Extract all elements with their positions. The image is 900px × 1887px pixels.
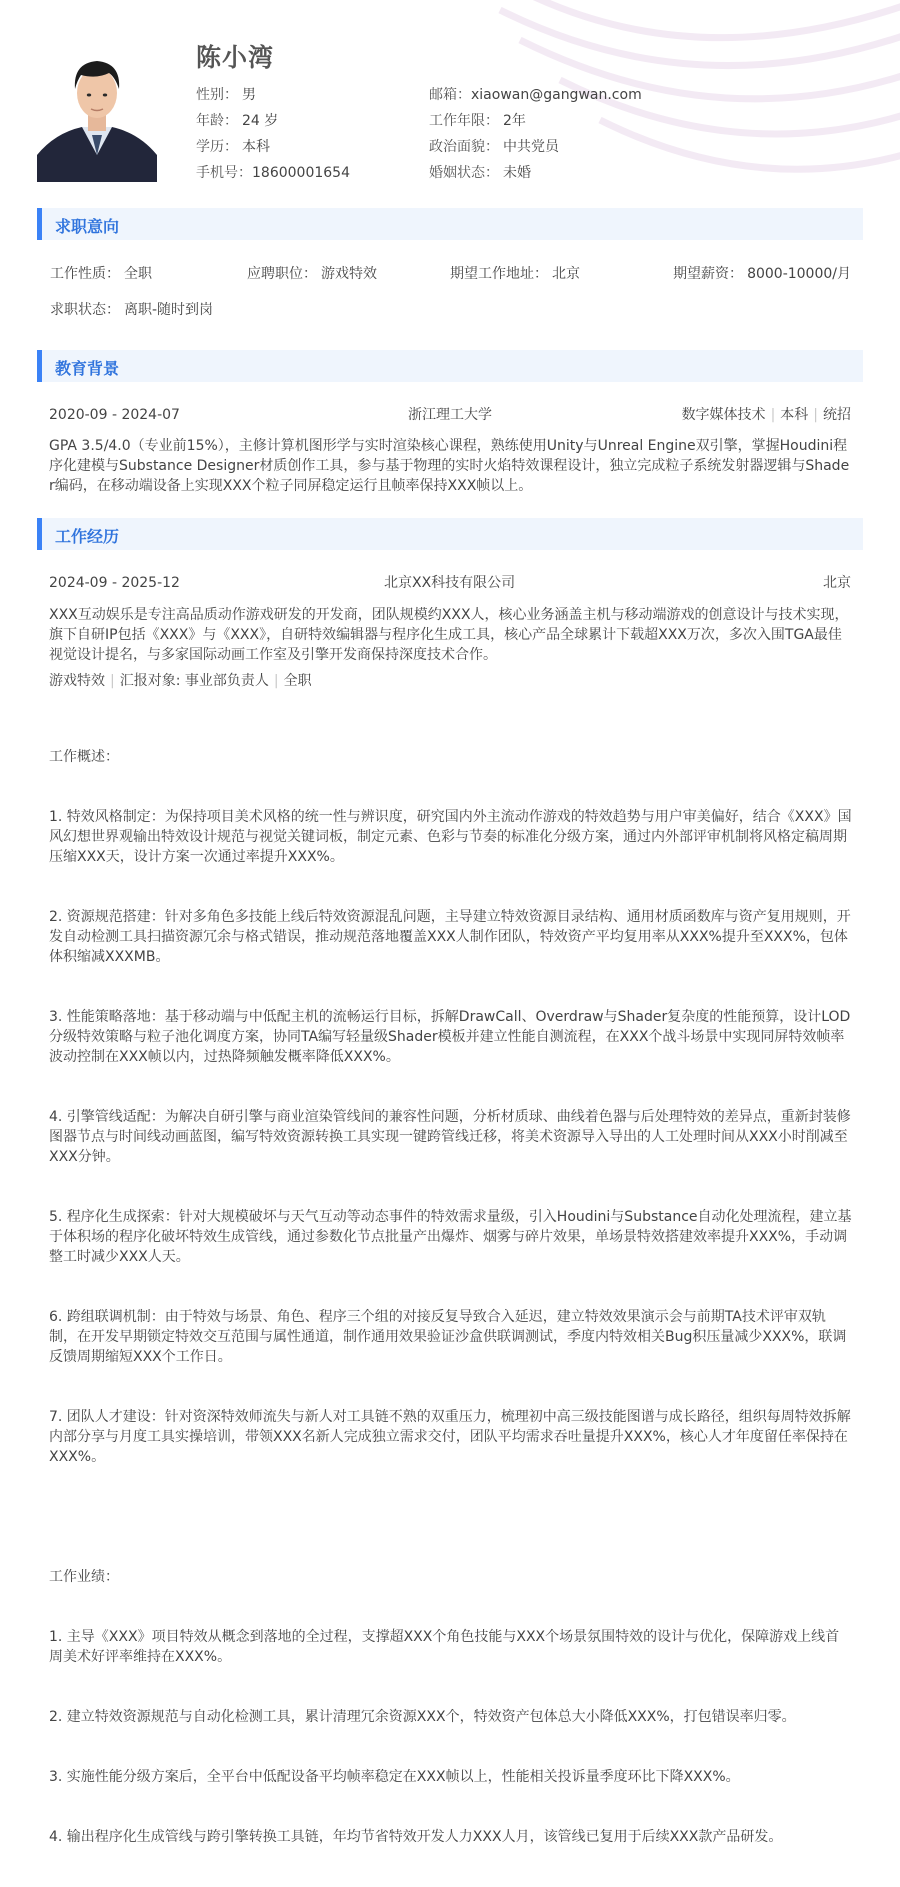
spacer: [49, 1507, 852, 1527]
divider: |: [110, 673, 115, 689]
education-description: GPA 3.5/4.0（专业前15%），主修计算机图形学与实时渲染核心课程，熟练使用Unity与Unreal Engine双引擎，掌握Houdini程序化建模与Substance Designer材质创作工具，参与基于物理的实时火焰特效课程设计，独立完成粒子系统发射器逻辑与Shader编码，在移动端设备上实现XXX个粒子同屏稳定运行且帧率保持XXX帧以上。: [49, 438, 850, 494]
age-row: [196, 111, 278, 131]
achievements-label: 工作业绩：: [49, 1569, 119, 1585]
divider: |: [813, 407, 818, 423]
section-job-intent: [37, 208, 863, 240]
work-role-tag: 游戏特效: [49, 673, 105, 689]
intent-location: [450, 264, 580, 284]
phone-row: [196, 163, 350, 183]
intent-status-label: 求职状态：: [50, 302, 120, 318]
gender-value: 男: [242, 87, 256, 103]
achievement-item: 3. 实施性能分级方案后，全平台中低配设备平均帧率稳定在XXX帧以上，性能相关投诉量季度环比下降XXX%。: [49, 1769, 740, 1785]
work-tags: [49, 671, 312, 691]
intent-salary: [673, 264, 851, 284]
years-value: 2年: [503, 113, 526, 129]
marital-row: [429, 163, 531, 183]
intent-type-value: 全职: [124, 266, 152, 282]
section-title-job-intent: 求职意向: [55, 217, 120, 236]
education-major: 数字媒体技术: [681, 407, 766, 423]
intent-status: [50, 300, 213, 320]
intent-position-label: 应聘职位：: [247, 266, 317, 282]
email-value: xiaowan@gangwan.com: [471, 87, 642, 103]
education-detail: [682, 405, 851, 425]
overview-item: 1. 特效风格制定：为保持项目美术风格的统一性与辨识度，研究国内外主流动作游戏的特效趋势与用户审美偏好，结合《XXX》国风幻想世界观输出特效设计规范与视觉关键词板，制定元素、色彩与节奏的标准化分级方案，通过内外部评审机制将风格定稿周期压缩XXX天，设计方案一次通过率提升XXX%。: [49, 809, 852, 865]
age-label: 年龄：: [196, 113, 238, 129]
achievement-item: 4. 输出程序化生成管线与跨引擎转换工具链，年均节省特效开发人力XXX人月，该管线已复用于后续XXX款产品研发。: [49, 1829, 783, 1845]
marital-value: 未婚: [503, 165, 531, 181]
intent-salary-value: 8000-10000/月: [747, 266, 851, 282]
work-period: 2024-09 - 2025-12: [49, 575, 180, 591]
intent-salary-label: 期望薪资：: [673, 266, 744, 282]
education-row: [196, 137, 270, 157]
intent-type: [50, 264, 152, 284]
intent-status-value: 离职-随时到岗: [124, 302, 214, 318]
overview-item: 7. 团队人才建设：针对资深特效师流失与新人对工具链不熟的双重压力，梳理初中高三级技能图谱与成长路径，组织每周特效拆解内部分享与月度工具实操培训，带领XXX名新人完成独立需求交付，团队平均需求吞吐量提升XXX%，核心人才年度留任率保持在XXX%。: [49, 1409, 851, 1465]
education-period: 2020-09 - 2024-07: [49, 407, 180, 423]
politics-label: 政治面貌：: [429, 139, 499, 155]
work-company: 北京XX科技有限公司: [384, 575, 516, 591]
education-admission: 统招: [823, 407, 851, 423]
work-type-tag: 全职: [283, 673, 312, 689]
work-body: [49, 707, 852, 1887]
candidate-name: 陈小湾: [196, 43, 275, 72]
intent-location-value: 北京: [552, 266, 580, 282]
section-education: [37, 350, 863, 382]
intent-position-value: 游戏特效: [321, 266, 377, 282]
overview-item: 5. 程序化生成探索：针对大规模破坏与天气互动等动态事件的特效需求量级，引入Houdini与Substance自动化处理流程，建立基于体积场的程序化破坏特效生成管线，通过参数化节点批量产出爆炸、烟雾与碎片效果，单场景特效搭建效率提升XXX%，手动调整工时减少XXX人天。: [49, 1209, 852, 1265]
intent-location-label: 期望工作地址：: [450, 266, 548, 282]
phone-value: 18600001654: [252, 165, 350, 181]
overview-item: 6. 跨组联调机制：由于特效与场景、角色、程序三个组的对接反复导致合入延迟，建立特效效果演示会与前期TA技术评审双轨制，在开发早期锁定特效交互范围与属性通道，制作通用效果验证沙盒供联调测试，季度内特效相关Bug积压量减少XXX%，联调反馈周期缩短XXX个工作日。: [49, 1309, 847, 1365]
age-value: 24 岁: [242, 113, 279, 129]
divider: |: [770, 407, 776, 423]
years-label: 工作年限：: [429, 113, 499, 129]
email-row: [429, 85, 642, 105]
education-school: 浙江理工大学: [408, 407, 492, 423]
section-title-education: 教育背景: [55, 359, 120, 378]
gender-label: 性别：: [196, 87, 238, 103]
overview-item: 4. 引擎管线适配：为解决自研引擎与商业渲染管线间的兼容性问题，分析材质球、曲线着色器与后处理特效的差异点，重新封装修图器节点与时间线动画蓝图，编写特效资源转换工具实现一键跨管线迁移，将美术资源导入导出的人工处理时间从XXX小时削减至XXX分钟。: [49, 1109, 851, 1165]
phone-label: 手机号：: [196, 165, 252, 181]
divider: |: [273, 673, 279, 689]
intent-position: [247, 264, 377, 284]
intent-type-label: 工作性质：: [50, 266, 120, 282]
education-label: 学历：: [196, 139, 238, 155]
company-description: XXX互动娱乐是专注高品质动作游戏研发的开发商，团队规模约XXX人，核心业务涵盖主机与移动端游戏的创意设计与技术实现，旗下自研IP包括《XXX》与《XXX》，自研特效编辑器与程序化生成工具，核心产品全球累计下载超XXX万次，多次入围TGA最佳视觉设计提名，与多家国际动画工作室及引擎开发商保持深度技术合作。: [49, 607, 849, 663]
politics-value: 中共党员: [503, 139, 559, 155]
overview-item: 2. 资源规范搭建：针对多角色多技能上线后特效资源混乱问题，主导建立特效资源目录结构、通用材质函数库与资产复用规则，开发自动检测工具扫描资源冗余与格式错误，推动规范落地覆盖XXX人制作团队，特效资产平均复用率从XXX%提升至XXX%，包体体积缩减XXXMB。: [49, 909, 851, 965]
overview-item: 3. 性能策略落地：基于移动端与中低配主机的流畅运行目标，拆解DrawCall、Overdraw与Shader复杂度的性能预算，设计LOD分级特效策略与粒子池化调度方案，协同TA编写轻量级Shader模板并建立性能自测流程，在XXX个战斗场景中实现同屏特效帧率波动控制在XXX帧以内，过热降频触发概率降低XXX%。: [49, 1009, 851, 1065]
education-value: 本科: [242, 139, 270, 155]
achievement-item: 2. 建立特效资源规范与自动化检测工具，累计清理冗余资源XXX个，特效资产包体总大小降低XXX%，打包错误率归零。: [49, 1709, 796, 1725]
email-label: 邮箱：: [429, 87, 471, 103]
marital-label: 婚姻状态：: [429, 165, 499, 181]
years-row: [429, 111, 526, 131]
politics-row: [429, 137, 559, 157]
section-title-work: 工作经历: [55, 527, 120, 546]
achievement-item: 1. 主导《XXX》项目特效从概念到落地的全过程，支撑超XXX个角色技能与XXX个场景氛围特效的设计与优化，保障游戏上线首周美术好评率维持在XXX%。: [49, 1629, 840, 1665]
education-degree: 本科: [780, 407, 809, 423]
profile-photo: [37, 43, 157, 182]
gender-row: [196, 85, 256, 105]
section-work: [37, 518, 863, 550]
work-report-tag: 汇报对象: 事业部负责人: [119, 673, 269, 689]
work-city: 北京: [823, 575, 851, 591]
overview-label: 工作概述：: [49, 749, 119, 765]
